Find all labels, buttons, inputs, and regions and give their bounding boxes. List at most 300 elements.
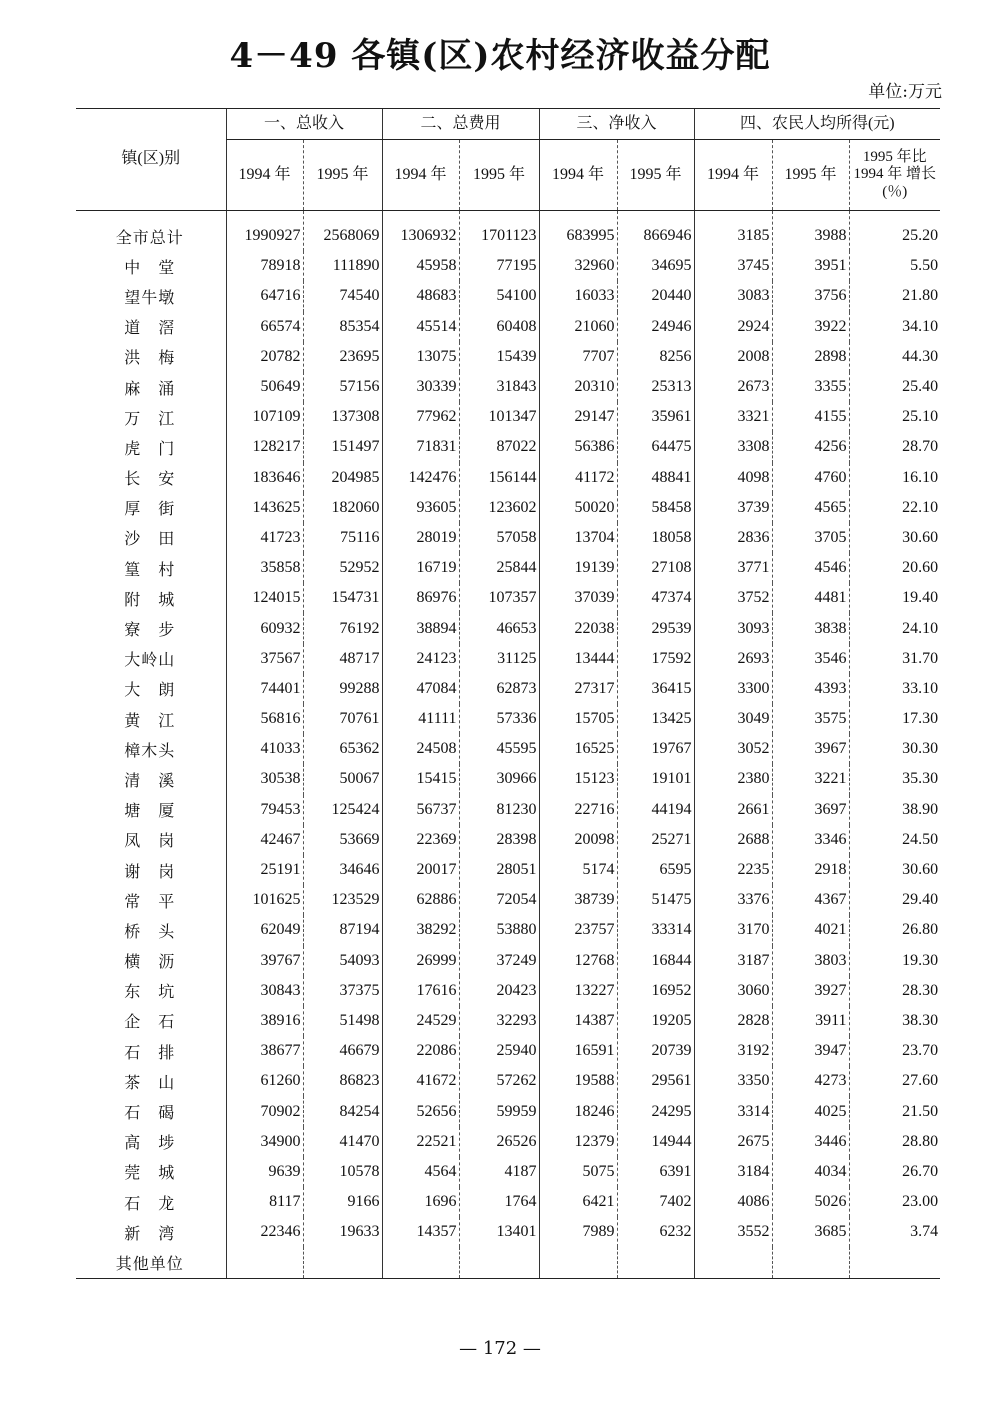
table-cell: 21.50 (849, 1096, 940, 1126)
table-cell: 154731 (303, 583, 382, 613)
table-cell: 28.30 (849, 976, 940, 1006)
table-cell: 123602 (459, 493, 539, 523)
table-cell: 16525 (539, 734, 617, 764)
table-cell: 22521 (382, 1127, 459, 1157)
table-cell: 683995 (539, 211, 617, 252)
table-row (76, 1247, 940, 1278)
table-cell: 3947 (772, 1036, 849, 1066)
table-cell: 19633 (303, 1217, 382, 1247)
table-cell: 31843 (459, 372, 539, 402)
group-header-total-income: 一、总收入 (226, 109, 382, 140)
region-name: 新 湾 (124, 1223, 176, 1243)
table-cell: 25.40 (849, 372, 940, 402)
table-cell: 19767 (617, 734, 694, 764)
table-cell: 3927 (772, 976, 849, 1006)
table-cell: 3376 (694, 885, 772, 915)
table-cell: 27108 (617, 553, 694, 583)
table-cell: 86823 (303, 1066, 382, 1096)
table-cell: 182060 (303, 493, 382, 523)
table-row (76, 1066, 940, 1096)
table-cell: 45958 (382, 251, 459, 281)
table-cell: 1990927 (226, 211, 303, 252)
table-cell: 76192 (303, 613, 382, 643)
table-cell: 15439 (459, 342, 539, 372)
table-cell: 8117 (226, 1187, 303, 1217)
table-cell (226, 1247, 303, 1278)
table-cell: 25.20 (849, 211, 940, 252)
unit-label: 单位:万元 (868, 82, 942, 102)
table-cell: 4187 (459, 1157, 539, 1187)
table-cell: 3911 (772, 1006, 849, 1036)
table-cell: 18246 (539, 1096, 617, 1126)
table-cell: 26999 (382, 946, 459, 976)
table-cell: 3170 (694, 915, 772, 945)
table-cell: 56386 (539, 432, 617, 462)
table-cell: 3697 (772, 795, 849, 825)
table-cell: 8256 (617, 342, 694, 372)
table-cell (617, 1247, 694, 1278)
table-row (76, 372, 940, 402)
table-cell: 2918 (772, 855, 849, 885)
table-cell: 35961 (617, 402, 694, 432)
table-cell: 25191 (226, 855, 303, 885)
table-cell: 20310 (539, 372, 617, 402)
table-cell: 47084 (382, 674, 459, 704)
table-cell: 1306932 (382, 211, 459, 252)
table-cell: 74540 (303, 281, 382, 311)
table-cell: 12379 (539, 1127, 617, 1157)
table-row (76, 1036, 940, 1066)
table-cell: 3756 (772, 281, 849, 311)
table-cell: 72054 (459, 885, 539, 915)
group-header-net-income: 三、净收入 (539, 109, 694, 140)
table-cell: 60408 (459, 312, 539, 342)
table-row (76, 734, 940, 764)
table-cell: 4393 (772, 674, 849, 704)
table-cell (382, 1247, 459, 1278)
region-name: 大岭山 (124, 650, 176, 670)
col-1995-income: 1995 年 (303, 140, 382, 211)
table-cell: 21.80 (849, 281, 940, 311)
table-row (76, 1127, 940, 1157)
table-cell: 70761 (303, 704, 382, 734)
region-name: 谢 岗 (124, 861, 176, 881)
table-cell: 2924 (694, 312, 772, 342)
table-cell: 14387 (539, 1006, 617, 1036)
table-cell: 5026 (772, 1187, 849, 1217)
table-cell: 45514 (382, 312, 459, 342)
table-cell: 30843 (226, 976, 303, 1006)
table-row (76, 493, 940, 523)
region-name: 寮 步 (124, 620, 176, 640)
table-cell: 50067 (303, 764, 382, 794)
table-cell: 50020 (539, 493, 617, 523)
table-cell: 77195 (459, 251, 539, 281)
table-cell: 25940 (459, 1036, 539, 1066)
table-cell: 62886 (382, 885, 459, 915)
table-cell: 3752 (694, 583, 772, 613)
table-row (76, 764, 940, 794)
table-cell: 36415 (617, 674, 694, 704)
table-cell: 29539 (617, 613, 694, 643)
table-cell: 3314 (694, 1096, 772, 1126)
table-cell: 4564 (382, 1157, 459, 1187)
table-cell: 17592 (617, 644, 694, 674)
table-cell: 24.50 (849, 825, 940, 855)
table-cell: 3771 (694, 553, 772, 583)
table-cell: 20739 (617, 1036, 694, 1066)
table-cell: 4025 (772, 1096, 849, 1126)
table-cell: 35858 (226, 553, 303, 583)
table-cell: 142476 (382, 463, 459, 493)
table-cell: 48683 (382, 281, 459, 311)
table-cell: 866946 (617, 211, 694, 252)
table-cell: 6595 (617, 855, 694, 885)
table-cell: 2675 (694, 1127, 772, 1157)
col-1994-expense: 1994 年 (382, 140, 459, 211)
table-row (76, 583, 940, 613)
table-cell: 183646 (226, 463, 303, 493)
table-cell: 41033 (226, 734, 303, 764)
table-cell: 44.30 (849, 342, 940, 372)
region-name: 大 朗 (124, 680, 176, 700)
col-1995-expense: 1995 年 (459, 140, 539, 211)
table-cell: 23695 (303, 342, 382, 372)
table-cell: 79453 (226, 795, 303, 825)
table-cell: 39767 (226, 946, 303, 976)
region-name: 黄 江 (124, 710, 176, 730)
table-cell: 57336 (459, 704, 539, 734)
table-cell: 2008 (694, 342, 772, 372)
table-cell: 38739 (539, 885, 617, 915)
table-cell: 3300 (694, 674, 772, 704)
table-cell: 101347 (459, 402, 539, 432)
table-cell: 30538 (226, 764, 303, 794)
region-name: 洪 梅 (124, 348, 176, 368)
table-cell: 4565 (772, 493, 849, 523)
region-name: 中 堂 (124, 257, 176, 277)
table-cell: 16591 (539, 1036, 617, 1066)
col-1995-per-capita: 1995 年 (772, 140, 849, 211)
table-cell: 44194 (617, 795, 694, 825)
table-cell: 58458 (617, 493, 694, 523)
table-cell (849, 1247, 940, 1278)
table-cell: 61260 (226, 1066, 303, 1096)
table-cell: 3739 (694, 493, 772, 523)
table-cell: 156144 (459, 463, 539, 493)
table-cell: 38916 (226, 1006, 303, 1036)
table-cell: 41672 (382, 1066, 459, 1096)
table-cell: 14944 (617, 1127, 694, 1157)
table-cell: 12768 (539, 946, 617, 976)
table-cell: 20423 (459, 976, 539, 1006)
table-cell: 3060 (694, 976, 772, 1006)
table-cell: 20440 (617, 281, 694, 311)
table-row (76, 825, 940, 855)
table-cell: 31125 (459, 644, 539, 674)
table-cell: 62873 (459, 674, 539, 704)
table-cell: 3350 (694, 1066, 772, 1096)
table-cell: 34900 (226, 1127, 303, 1157)
region-name: 石 排 (124, 1042, 176, 1062)
table-cell: 20017 (382, 855, 459, 885)
table-cell: 123529 (303, 885, 382, 915)
table-cell: 3446 (772, 1127, 849, 1157)
region-name: 东 坑 (124, 982, 176, 1002)
table-cell: 71831 (382, 432, 459, 462)
table-row (76, 704, 940, 734)
table-cell: 28.80 (849, 1127, 940, 1157)
table-cell: 4155 (772, 402, 849, 432)
table-row (76, 885, 940, 915)
table-cell: 7402 (617, 1187, 694, 1217)
table-cell: 34646 (303, 855, 382, 885)
table-cell: 33314 (617, 915, 694, 945)
region-name: 桥 头 (124, 921, 176, 941)
table-cell: 52656 (382, 1096, 459, 1126)
region-name: 石 龙 (124, 1193, 176, 1213)
table-cell: 3552 (694, 1217, 772, 1247)
table-cell: 29147 (539, 402, 617, 432)
table-row (76, 402, 940, 432)
table-cell: 20782 (226, 342, 303, 372)
table-row (76, 855, 940, 885)
table-cell: 41723 (226, 523, 303, 553)
table-cell: 22716 (539, 795, 617, 825)
table-cell: 24295 (617, 1096, 694, 1126)
region-name: 望牛墩 (124, 287, 176, 307)
table-cell: 4546 (772, 553, 849, 583)
region-name: 高 埗 (124, 1133, 176, 1153)
table-cell: 22346 (226, 1217, 303, 1247)
region-name: 茶 山 (124, 1072, 176, 1092)
table-cell: 2568069 (303, 211, 382, 252)
table-cell: 3083 (694, 281, 772, 311)
table-cell: 37375 (303, 976, 382, 1006)
table-cell: 22369 (382, 825, 459, 855)
table-cell: 26.70 (849, 1157, 940, 1187)
table-cell: 62049 (226, 915, 303, 945)
table-cell: 34695 (617, 251, 694, 281)
table-cell (694, 1247, 772, 1278)
table-cell: 25844 (459, 553, 539, 583)
table-cell: 52952 (303, 553, 382, 583)
table-cell: 56816 (226, 704, 303, 734)
table-cell: 16033 (539, 281, 617, 311)
region-name: 厚 街 (124, 499, 176, 519)
region-name: 长 安 (124, 469, 176, 489)
table-cell: 3049 (694, 704, 772, 734)
table-cell: 1701123 (459, 211, 539, 252)
table-cell: 78918 (226, 251, 303, 281)
table-cell: 48717 (303, 644, 382, 674)
table-cell: 3922 (772, 312, 849, 342)
table-cell: 16844 (617, 946, 694, 976)
table-row (76, 281, 940, 311)
table-cell: 47374 (617, 583, 694, 613)
region-name: 虎 门 (124, 438, 176, 458)
region-name: 道 滘 (124, 318, 176, 338)
table-row (76, 463, 940, 493)
table-cell: 16719 (382, 553, 459, 583)
table-cell: 46653 (459, 613, 539, 643)
table-cell: 30339 (382, 372, 459, 402)
table-cell: 1764 (459, 1187, 539, 1217)
table-cell: 28019 (382, 523, 459, 553)
table-cell: 125424 (303, 795, 382, 825)
table-cell: 22038 (539, 613, 617, 643)
region-header: 镇(区)别 (76, 109, 226, 211)
table-cell: 3185 (694, 211, 772, 252)
table-row (76, 342, 940, 372)
table-cell: 37039 (539, 583, 617, 613)
table-cell: 3575 (772, 704, 849, 734)
table-cell: 41172 (539, 463, 617, 493)
region-name: 篁 村 (124, 559, 176, 579)
table-cell: 3988 (772, 211, 849, 252)
table-cell: 37249 (459, 946, 539, 976)
region-name: 企 石 (124, 1012, 176, 1032)
table-cell: 30966 (459, 764, 539, 794)
table-cell: 26.80 (849, 915, 940, 945)
region-name: 附 城 (124, 589, 176, 609)
table-cell: 7707 (539, 342, 617, 372)
table-cell: 59959 (459, 1096, 539, 1126)
table-row (76, 211, 940, 252)
table-row (76, 1187, 940, 1217)
table-cell: 30.60 (849, 855, 940, 885)
table-cell: 25313 (617, 372, 694, 402)
table-cell: 4760 (772, 463, 849, 493)
table-cell: 74401 (226, 674, 303, 704)
table-cell: 2235 (694, 855, 772, 885)
table-cell: 57058 (459, 523, 539, 553)
table-row (76, 553, 940, 583)
table-cell: 3184 (694, 1157, 772, 1187)
table-cell: 29561 (617, 1066, 694, 1096)
table-cell: 53669 (303, 825, 382, 855)
table-cell: 3803 (772, 946, 849, 976)
table-cell (303, 1247, 382, 1278)
table-cell: 54100 (459, 281, 539, 311)
table-cell: 64475 (617, 432, 694, 462)
col-1994-income: 1994 年 (226, 140, 303, 211)
table-cell: 64716 (226, 281, 303, 311)
table-row (76, 674, 940, 704)
table-cell: 3685 (772, 1217, 849, 1247)
table-cell: 38.90 (849, 795, 940, 825)
table-cell: 20098 (539, 825, 617, 855)
table-row (76, 946, 940, 976)
table-cell: 35.30 (849, 764, 940, 794)
table-cell: 3546 (772, 644, 849, 674)
table-cell: 38894 (382, 613, 459, 643)
table-cell: 13425 (617, 704, 694, 734)
table-cell: 7989 (539, 1217, 617, 1247)
table-cell: 25271 (617, 825, 694, 855)
table-cell: 50649 (226, 372, 303, 402)
table-cell: 48841 (617, 463, 694, 493)
col-1995-net: 1995 年 (617, 140, 694, 211)
table-cell: 20.60 (849, 553, 940, 583)
table-cell: 32960 (539, 251, 617, 281)
table-cell: 2836 (694, 523, 772, 553)
table-cell: 70902 (226, 1096, 303, 1126)
table-cell: 2673 (694, 372, 772, 402)
table-row (76, 312, 940, 342)
table-cell: 29.40 (849, 885, 940, 915)
table-cell: 2688 (694, 825, 772, 855)
table-cell: 3967 (772, 734, 849, 764)
table-row (76, 1217, 940, 1247)
table-cell: 17616 (382, 976, 459, 1006)
table-cell: 3745 (694, 251, 772, 281)
region-name: 常 平 (124, 891, 176, 911)
table-cell: 30.60 (849, 523, 940, 553)
table-cell: 19101 (617, 764, 694, 794)
table-cell: 57156 (303, 372, 382, 402)
page-number: — 172 — (459, 1338, 541, 1359)
table-cell: 24508 (382, 734, 459, 764)
table-cell: 9639 (226, 1157, 303, 1187)
table-cell: 99288 (303, 674, 382, 704)
table-cell: 3192 (694, 1036, 772, 1066)
table-cell (459, 1247, 539, 1278)
table-cell: 45595 (459, 734, 539, 764)
table-cell: 3951 (772, 251, 849, 281)
table-cell: 38.30 (849, 1006, 940, 1036)
table-cell: 19.40 (849, 583, 940, 613)
table-row (76, 251, 940, 281)
table-cell: 21060 (539, 312, 617, 342)
table-cell: 101625 (226, 885, 303, 915)
table-cell: 4481 (772, 583, 849, 613)
table-cell: 28051 (459, 855, 539, 885)
table-cell: 54093 (303, 946, 382, 976)
table-cell: 3705 (772, 523, 849, 553)
table-cell: 41470 (303, 1127, 382, 1157)
table-row (76, 644, 940, 674)
table-cell: 60932 (226, 613, 303, 643)
table-cell: 128217 (226, 432, 303, 462)
table-cell: 10578 (303, 1157, 382, 1187)
table-cell: 28398 (459, 825, 539, 855)
table-cell: 4256 (772, 432, 849, 462)
table-cell: 24946 (617, 312, 694, 342)
table-cell: 2693 (694, 644, 772, 674)
table-cell: 13075 (382, 342, 459, 372)
table-cell: 14357 (382, 1217, 459, 1247)
table-cell: 9166 (303, 1187, 382, 1217)
table-cell: 19588 (539, 1066, 617, 1096)
table-cell: 86976 (382, 583, 459, 613)
table-body (76, 211, 940, 1279)
table-cell: 56737 (382, 795, 459, 825)
region-name: 其他单位 (76, 1247, 226, 1278)
table-cell: 3355 (772, 372, 849, 402)
table-cell: 42467 (226, 825, 303, 855)
table-cell: 57262 (459, 1066, 539, 1096)
table-cell: 53880 (459, 915, 539, 945)
table-cell: 87022 (459, 432, 539, 462)
region-name: 横 沥 (124, 952, 176, 972)
table-cell: 3308 (694, 432, 772, 462)
table-cell: 81230 (459, 795, 539, 825)
table-cell: 51475 (617, 885, 694, 915)
table-cell: 23.70 (849, 1036, 940, 1066)
table-cell: 16952 (617, 976, 694, 1006)
table-cell: 22.10 (849, 493, 940, 523)
